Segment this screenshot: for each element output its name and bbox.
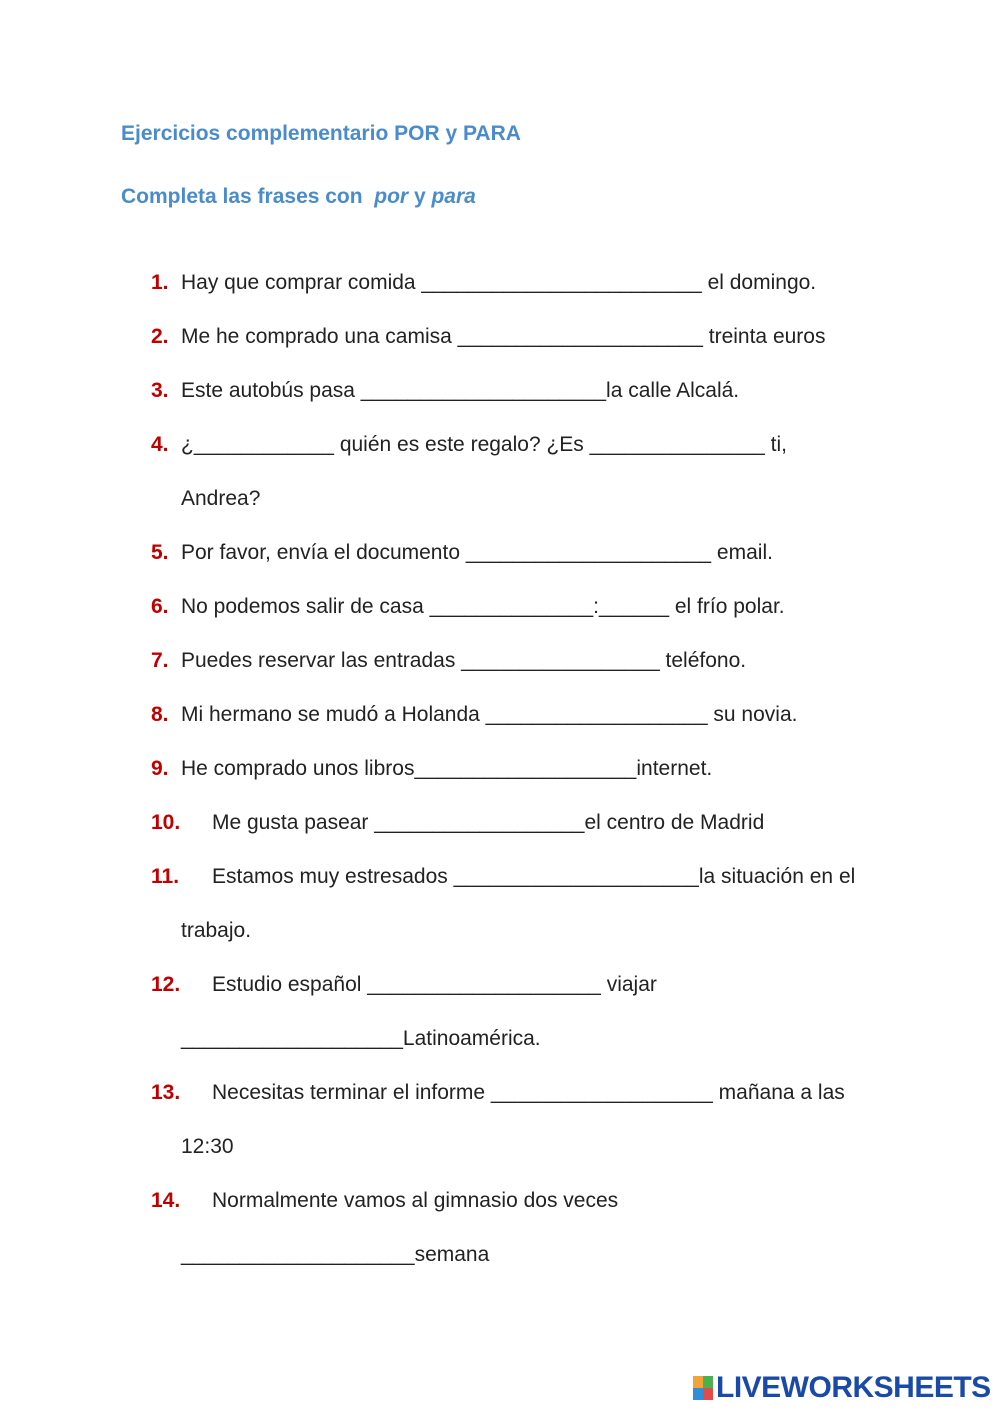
item-text: ¿____________ quién es este regalo? ¿Es _______________ ti,: [181, 433, 787, 456]
item-text: Normalmente vamos al gimnasio dos veces: [212, 1189, 619, 1212]
item-number: 9.: [151, 757, 169, 780]
item-number: 12.: [151, 973, 181, 996]
item-number: 1.: [151, 271, 169, 294]
item-text: 12:30: [181, 1135, 234, 1158]
item-text: ____________________semana: [181, 1243, 490, 1266]
item-text: Me gusta pasear __________________el centro de Madrid: [212, 811, 765, 834]
item-text: No podemos salir de casa ______________:______ el frío polar.: [181, 595, 785, 618]
subtitle-word-por: por: [374, 185, 409, 208]
liveworksheets-logo-icon: [693, 1376, 713, 1400]
item-text: Estamos muy estresados _____________________la situación en el: [212, 865, 856, 888]
worksheet-subtitle: [121, 185, 476, 209]
worksheet-title: Ejercicios complementario POR y PARA: [121, 122, 521, 145]
item-number: 7.: [151, 649, 169, 672]
item-number: 14.: [151, 1189, 181, 1212]
item-text: Este autobús pasa _____________________la calle Alcalá.: [181, 379, 740, 402]
item-text: Me he comprado una camisa _____________________ treinta euros: [181, 325, 826, 348]
item-text: He comprado unos libros___________________internet.: [181, 757, 713, 780]
logo-text: LIVEWORKSHEETS: [716, 1371, 991, 1404]
subtitle-conj: y: [413, 185, 426, 208]
item-text: Hay que comprar comida ________________________ el domingo.: [181, 271, 817, 294]
subtitle-text: Completa las frases con: [121, 185, 363, 208]
item-number: 13.: [151, 1081, 181, 1104]
item-text: Puedes reservar las entradas _________________ teléfono.: [181, 649, 747, 672]
item-number: 11.: [151, 865, 180, 888]
item-text: Mi hermano se mudó a Holanda ___________________ su novia.: [181, 703, 798, 726]
item-number: 6.: [151, 595, 169, 618]
item-number: 5.: [151, 541, 169, 564]
item-text: trabajo.: [181, 919, 252, 942]
item-number: 4.: [151, 433, 169, 456]
item-number: 8.: [151, 703, 169, 726]
subtitle-word-para: para: [431, 185, 476, 208]
item-text: Andrea?: [181, 487, 261, 510]
item-text: ___________________Latinoamérica.: [181, 1027, 541, 1050]
item-number: 3.: [151, 379, 169, 402]
item-text: Estudio español ____________________ viajar: [212, 973, 657, 996]
liveworksheets-logo[interactable]: [693, 1372, 991, 1404]
item-text: Por favor, envía el documento _____________________ email.: [181, 541, 773, 564]
item-number: 2.: [151, 325, 169, 348]
item-text: Necesitas terminar el informe ___________________ mañana a las: [212, 1081, 845, 1104]
item-number: 10.: [151, 811, 181, 834]
